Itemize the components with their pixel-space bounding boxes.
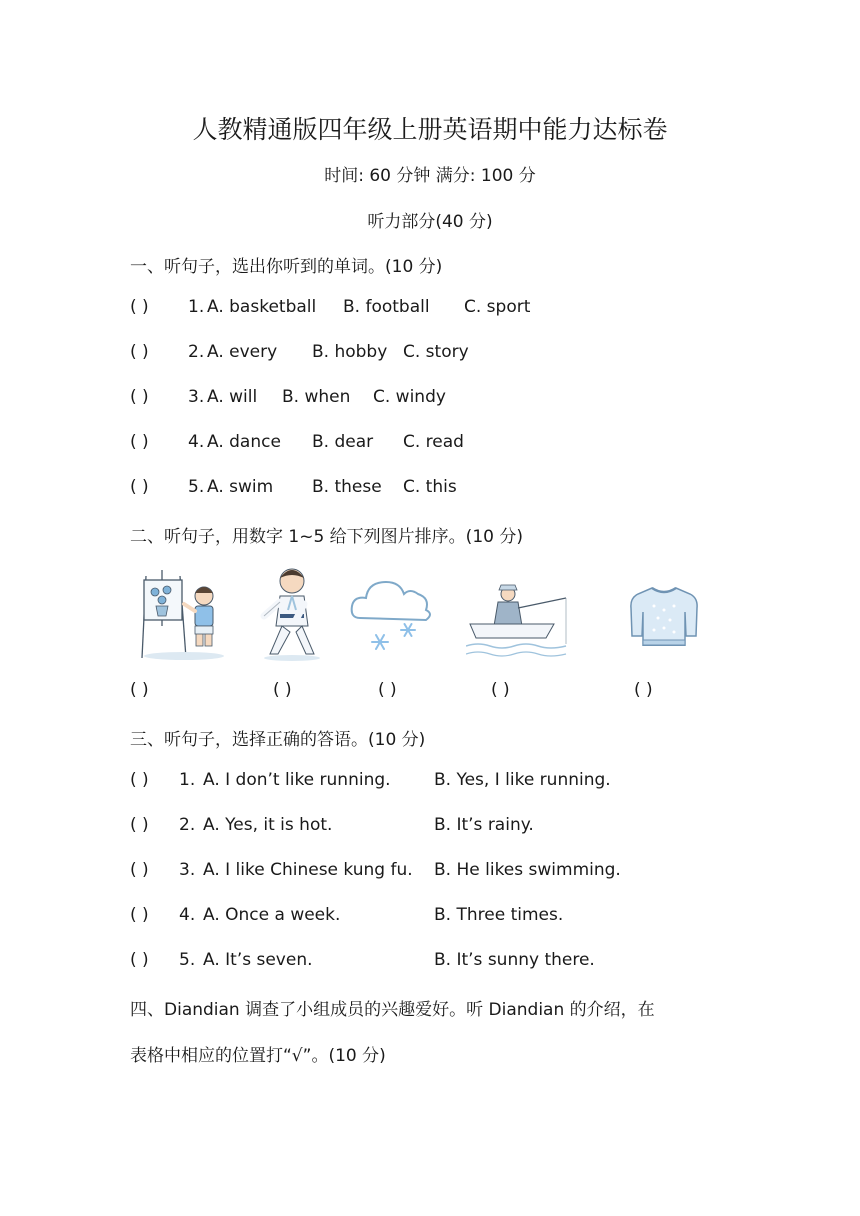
section-title: 听力部分(40 分) xyxy=(367,212,493,232)
part4-heading-line1: 四、Diandian 调查了小组成员的兴趣爱好。听 Diandian 的介绍，在 xyxy=(130,1000,655,1020)
option-a: A. every xyxy=(207,342,278,362)
page-title: 人教精通版四年级上册英语期中能力达标卷 xyxy=(192,115,668,144)
option-b: B. football xyxy=(343,297,430,317)
option-a: A. swim xyxy=(207,477,274,497)
option-a: A. dance xyxy=(207,432,281,452)
item-number: 1. xyxy=(188,297,205,317)
option-b: B. dear xyxy=(312,432,374,452)
item-number: 1. xyxy=(179,770,196,790)
option-a: A. I like Chinese kung fu. xyxy=(203,860,413,880)
answer-blank[interactable]: ( ) xyxy=(130,950,149,970)
answer-blank[interactable]: ( ) xyxy=(130,770,149,790)
snow-cloud-picture xyxy=(350,572,436,660)
option-c: C. this xyxy=(403,477,457,497)
option-b: B. hobby xyxy=(312,342,388,362)
time-info: 时间: 60 分钟 满分: 100 分 xyxy=(324,166,536,186)
answer-blank[interactable]: ( ) xyxy=(130,297,149,317)
option-a: A. basketball xyxy=(207,297,317,317)
sweater-picture xyxy=(630,584,698,646)
answer-blank[interactable]: ( ) xyxy=(130,860,149,880)
part4-heading-line2: 表格中相应的位置打“√”。(10 分) xyxy=(130,1046,386,1066)
item-number: 3. xyxy=(188,387,205,407)
option-b: B. It’s sunny there. xyxy=(434,950,595,970)
item-number: 5. xyxy=(188,477,205,497)
option-a: A. Yes, it is hot. xyxy=(203,815,333,835)
item-number: 5. xyxy=(179,950,196,970)
option-b: B. It’s rainy. xyxy=(434,815,534,835)
part2-heading: 二、听句子，用数字 1~5 给下列图片排序。(10 分) xyxy=(130,527,523,547)
part3-heading: 三、听句子，选择正确的答语。(10 分) xyxy=(130,730,426,750)
option-c: C. read xyxy=(403,432,464,452)
answer-blank[interactable]: ( ) xyxy=(130,905,149,925)
option-a: A. will xyxy=(207,387,258,407)
fishing-man-picture xyxy=(466,580,570,660)
picture-3-blank[interactable]: ( ) xyxy=(378,680,397,700)
picture-1-blank[interactable]: ( ) xyxy=(130,680,149,700)
answer-blank[interactable]: ( ) xyxy=(130,815,149,835)
option-b: B. Yes, I like running. xyxy=(434,770,611,790)
option-b: B. when xyxy=(282,387,351,407)
option-b: B. He likes swimming. xyxy=(434,860,621,880)
answer-blank[interactable]: ( ) xyxy=(130,477,149,497)
answer-blank[interactable]: ( ) xyxy=(130,342,149,362)
option-c: C. windy xyxy=(373,387,446,407)
option-b: B. Three times. xyxy=(434,905,564,925)
item-number: 2. xyxy=(188,342,205,362)
item-number: 2. xyxy=(179,815,196,835)
picture-4-blank[interactable]: ( ) xyxy=(491,680,510,700)
option-c: C. story xyxy=(403,342,469,362)
item-number: 4. xyxy=(188,432,205,452)
picture-2-blank[interactable]: ( ) xyxy=(273,680,292,700)
option-a: A. Once a week. xyxy=(203,905,341,925)
option-a: A. It’s seven. xyxy=(203,950,313,970)
option-b: B. these xyxy=(312,477,382,497)
option-c: C. sport xyxy=(464,297,531,317)
painting-boy-picture xyxy=(140,566,228,662)
option-a: A. I don’t like running. xyxy=(203,770,391,790)
picture-5-blank[interactable]: ( ) xyxy=(634,680,653,700)
answer-blank[interactable]: ( ) xyxy=(130,432,149,452)
answer-blank[interactable]: ( ) xyxy=(130,387,149,407)
item-number: 4. xyxy=(179,905,196,925)
item-number: 3. xyxy=(179,860,196,880)
kung-fu-boy-picture xyxy=(256,564,326,662)
part1-heading: 一、听句子，选出你听到的单词。(10 分) xyxy=(130,257,443,277)
